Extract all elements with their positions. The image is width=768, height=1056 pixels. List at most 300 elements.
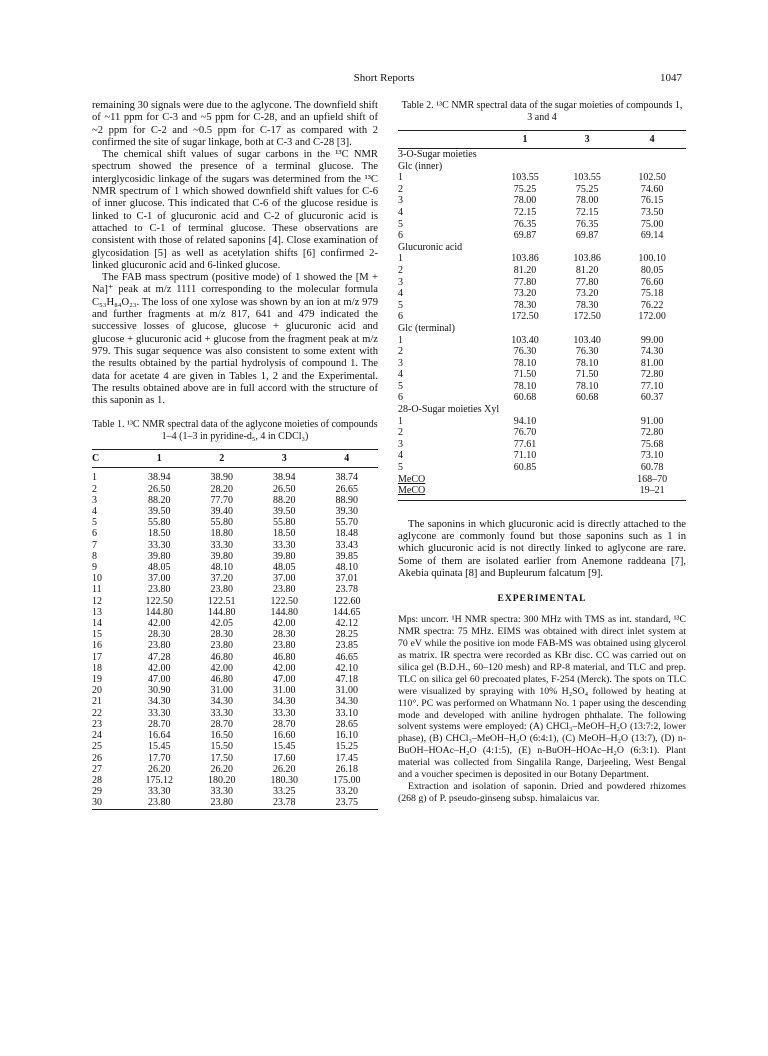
table-cell: 18.80 [210,528,233,540]
table-cell: 4 [92,506,97,518]
table-row [398,358,686,370]
table-row [398,172,686,184]
table-row [398,277,686,289]
table-row [92,573,378,584]
table-cell: 20 [92,685,102,697]
table-cell: 2 [398,346,403,358]
table-cell: 76.30 [575,346,599,358]
table-cell: 15.25 [335,741,358,753]
table-cell: 37.00 [148,573,171,585]
table-header-cell: 3 [584,134,590,145]
table-cell: 33.30 [148,786,171,798]
table-row [398,381,686,393]
table-row [92,540,378,551]
table-cell: 33.30 [210,707,233,719]
left-column [92,100,378,810]
table-cell: 17 [92,651,102,663]
table-row [92,618,378,629]
table-cell: 22 [92,707,102,719]
table-cell: 26.20 [273,763,296,775]
table-cell: 9 [92,562,97,574]
table-row [398,450,686,462]
table-cell: 29 [92,786,102,798]
table-cell: 23.80 [210,584,233,596]
table-cell: 55.70 [335,517,358,529]
table-cell: 5 [398,462,403,474]
table-cell: 19 [92,674,102,686]
section-heading: EXPERIMENTAL [497,594,587,605]
running-title: Short Reports [353,72,415,84]
table-cell: 23.80 [148,640,171,652]
table-cell: 26 [92,752,102,764]
group-subtitle-row [398,323,686,335]
table-cell: 1 [92,472,97,484]
group-subtitle-row [398,404,686,416]
table-cell: 39.50 [148,506,171,518]
table-cell: 16.10 [335,730,358,742]
table-cell: 1 [398,253,403,265]
table-cell: 78.30 [513,299,537,311]
table-cell: 55.80 [148,517,171,529]
table-cell: 13 [92,606,102,618]
paragraph: The saponins in which glucuronic acid is directly attached to the aglycone are commonly found but those saponins such as 1 in which glucuronic acid is not directly linked to aglycone are rare. Some of them are isolated earlier from Anemone raddeana [7], Akebia quinata [8] and Bupleurum falcatum [9]. [398,518,686,579]
table-cell: 28.65 [335,718,358,730]
table2 [398,130,686,501]
table-cell: 60.85 [513,462,537,474]
table-cell: 88.20 [273,494,296,506]
table-cell: 60.37 [640,392,664,404]
table-cell: 75.25 [575,183,599,195]
table-cell [556,450,618,462]
table-cell: 39.85 [335,550,358,562]
group-subtitle-row [398,161,686,173]
table-row [398,335,686,347]
table-cell: 2 [398,183,403,195]
table-cell: 33.10 [335,707,358,719]
table-cell: 55.80 [210,517,233,529]
table-cell: 26.18 [335,763,358,775]
table-cell: 78.00 [513,195,537,207]
table-cell: 78.10 [575,380,599,392]
table-row [92,584,378,595]
table-cell: 71.50 [513,369,537,381]
table-row [92,719,378,730]
table-cell: 26.50 [148,483,171,495]
table-cell: 103.55 [573,172,601,184]
table-cell: 28.30 [210,629,233,641]
table-cell: 75.18 [640,288,664,300]
table-row [398,288,686,300]
table-cell: 28.70 [210,718,233,730]
table-cell: 38.94 [148,472,171,484]
table-cell: 76.15 [640,195,664,207]
table-row [92,517,378,528]
table-cell: 78.00 [575,195,599,207]
table-cell: 23 [92,718,102,730]
table-cell: 144.65 [333,606,361,618]
table-cell: 42.10 [335,662,358,674]
table-cell: 72.80 [640,427,664,439]
table-cell: 180.20 [208,774,236,786]
table-row [92,764,378,775]
table-cell: 33.30 [148,539,171,551]
table-cell: 2 [92,483,97,495]
table-row [92,468,378,484]
table-cell: 74.60 [640,183,664,195]
table-header-cell: 4 [649,134,655,145]
table-cell: 26.20 [148,763,171,775]
table-cell: 42.12 [335,618,358,630]
table-cell: 88.90 [335,494,358,506]
table-cell: 72.80 [640,369,664,381]
table-cell: 46.80 [210,651,233,663]
table-cell: 48.10 [210,562,233,574]
table-cell: 28.70 [148,718,171,730]
table-cell: 94.10 [513,415,537,427]
table-cell: 144.80 [270,606,298,618]
table-cell: 27 [92,763,102,775]
table-cell: 122.50 [270,595,298,607]
table-cell: 60.78 [640,462,664,474]
table-row [398,439,686,451]
page-number: 1047 [660,72,682,84]
group-title: 3-O-Sugar moieties [398,149,477,160]
table-cell: 33.30 [273,707,296,719]
table-cell: 15.45 [273,741,296,753]
table-cell: 5 [398,380,403,392]
table-header-cell: 2 [219,453,225,465]
table2-body [398,149,686,501]
table-cell [556,474,618,486]
right-column [398,100,686,805]
table-cell: 99.00 [640,334,664,346]
table-cell: 144.80 [208,606,236,618]
table-cell: 23.80 [273,584,296,596]
table-cell: 103.55 [511,172,539,184]
table-cell: 28.30 [273,629,296,641]
table-row [92,663,378,674]
table-cell: 103.40 [573,334,601,346]
table-row [398,230,686,242]
table-cell: 78.10 [575,357,599,369]
table-cell: 23.80 [148,797,171,809]
table-header-cell: 1 [156,453,162,465]
table-cell: 122.50 [145,595,173,607]
table-row [398,311,686,323]
table-cell: 3 [92,494,97,506]
table-cell: 78.10 [513,380,537,392]
table-row [92,786,378,797]
table-row [92,596,378,607]
paragraph: The chemical shift values of sugar carbons in the ¹³C NMR spectrum showed the presence of a terminal glucose. The interglycosidic linkage of the sugars was determined from the ¹³C NMR spectrum of 1 which showed downfield shift values for C-6 of inner glucose. This indicated that C-6 of the glucose residue is linked to C-1 of glucuronic acid and C-2 of glucuronic acid is attached to C-1 of terminal glucose. These observations are consistent with those of related saponins [4]. Close examination of glycosidation [5] as well as acetylation shifts [6] confirmed 2-linked glucuronic acid and 6-linked glucose. [92,149,378,271]
table-header-cell: 3 [281,453,287,465]
table-cell: 33.30 [210,539,233,551]
table-row [92,741,378,752]
table-cell: 12 [92,595,102,607]
table-cell: 28.30 [148,629,171,641]
table-cell: 15.50 [210,741,233,753]
group-subtitle: Glucuronic acid [398,241,463,253]
table-cell [556,462,618,474]
table-cell: 23.78 [273,797,296,809]
table-cell: 1 [398,415,403,427]
table-row [398,416,686,428]
table-cell: 76.35 [575,218,599,230]
table-cell: 33.25 [273,786,296,798]
table-cell [556,439,618,451]
table-cell: 28.20 [210,483,233,495]
table-cell: 28 [92,774,102,786]
paragraph: remaining 30 signals were due to the aglycone. The downfield shift of ~11 ppm for C-3 and ~5 ppm for C-28, and an upfield shift of ~2 ppm for C-2 and ~0.5 ppm for C-17 as compared with 2 confirmed the site of sugar linkage, both at C-3 and C-28 [3]. [92,100,378,148]
table-cell [556,485,618,500]
table-cell: 4 [398,288,403,300]
table-cell: 47.00 [273,674,296,686]
table-cell: 24 [92,730,102,742]
table-cell: 76.22 [640,299,664,311]
table-cell: 48.05 [148,562,171,574]
table-cell: 18.50 [273,528,296,540]
table-cell: 4 [398,450,403,462]
table-row [398,265,686,277]
table1-caption: Table 1. ¹³C NMR spectral data of the aglycone moieties of compounds 1–4 (1–3 in pyridine-d₅, 4 in CDCl₃) [92,419,378,443]
table-cell [556,416,618,428]
table-cell: 175.00 [333,774,361,786]
table-cell: 172.50 [511,311,539,323]
table-cell: 3 [398,195,403,207]
table-row [92,730,378,741]
table-cell: 16.64 [148,730,171,742]
paragraph: Extraction and isolation of saponin. Dried and powdered rhizomes (268 g) of P. pseudo-ginseng subsp. himalaicus var. [398,780,686,804]
table-cell: 75.00 [640,218,664,230]
table-cell: 3 [398,276,403,288]
table-header-cell: 4 [344,453,350,465]
table-cell: 175.12 [145,774,173,786]
table-cell: 34.30 [273,696,296,708]
table-cell: 5 [398,218,403,230]
paragraph: The FAB mass spectrum (positive mode) of 1 showed the [M + Na]⁺ peak at m/z 1111 corresponding to the molecular formula C₅₃H₈₄O₂₃. The loss of one xylose was shown by an ion at m/z 979 and further fragments at m/z 817, 641 and 479 indicated the successive losses of glucose, glucose + glucuronic acid and glucose + glucuronic acid + glucose from the fragment peak at m/z 979. This sugar sequence was also consistent to some extent with the results obtained by the partial hydrolysis of compound 1. The data for acetate 4 are given in Tables 1, 2 and the Experimental. The results obtained above are in full accord with the structure of this saponin as 1. [92,272,378,407]
table-row [92,551,378,562]
table-cell: 47.18 [335,674,358,686]
table-cell: 73.20 [513,288,537,300]
table-cell: 42.05 [210,618,233,630]
table-cell: 26.65 [335,483,358,495]
table-cell: 33.30 [148,707,171,719]
table-cell: 38.94 [273,472,296,484]
table-cell: 4 [398,369,403,381]
table-cell: 31.00 [210,685,233,697]
table-cell: 17.50 [210,752,233,764]
table-cell: 72.15 [513,206,537,218]
table-cell: 91.00 [640,415,664,427]
table-cell: 16 [92,640,102,652]
table-cell: 26.50 [273,483,296,495]
table-cell: 8 [92,550,97,562]
table-row [92,629,378,640]
table-cell: 23.75 [335,797,358,809]
left-body-text [92,100,378,407]
table-cell: 81.20 [513,264,537,276]
table-cell: 3 [398,357,403,369]
table-cell: 103.86 [511,253,539,265]
table-row [398,369,686,381]
table-cell: 30.90 [148,685,171,697]
table-cell: 75.68 [640,438,664,450]
table-cell: 88.20 [148,494,171,506]
table-cell: 103.40 [511,334,539,346]
table-cell: 23.80 [148,584,171,596]
table-cell: 144.80 [145,606,173,618]
table-header-cell: C [92,453,100,465]
table-cell: 42.00 [273,618,296,630]
table-cell: 17.60 [273,752,296,764]
table-row [398,184,686,196]
table-cell: 6 [92,528,97,540]
table-cell: 81.20 [575,264,599,276]
table-cell: 46.80 [273,651,296,663]
table-row [92,607,378,618]
table-cell: 172.00 [638,311,666,323]
table-cell: 60.68 [513,392,537,404]
table-cell: 16.50 [210,730,233,742]
table-cell: 69.87 [513,230,537,242]
table-row [398,195,686,207]
table-cell: 31.00 [273,685,296,697]
table-cell: 25 [92,741,102,753]
table-cell: 42.00 [210,662,233,674]
table-header-cell: 1 [522,134,528,145]
table-cell: 74.30 [640,346,664,358]
table-cell: 77.10 [640,380,664,392]
table-cell: 15 [92,629,102,641]
table-cell: 3 [398,438,403,450]
table-cell: 39.80 [273,550,296,562]
table-cell: 77.70 [210,494,233,506]
table-row [398,485,686,500]
table-cell: MeCO [398,485,426,497]
table-row [92,797,378,809]
table-row [92,528,378,539]
table-cell: 76.35 [513,218,537,230]
table-cell: 46.80 [210,674,233,686]
table-cell: 39.50 [273,506,296,518]
table-cell: 33.20 [335,786,358,798]
table-cell [494,485,556,500]
table-cell: 6 [398,392,403,404]
table-cell: 77.61 [513,438,537,450]
group-subtitle-row [398,242,686,254]
table-cell: 55.80 [273,517,296,529]
table-cell: 37.01 [335,573,358,585]
table-header-cell [398,131,494,149]
table-cell: 2 [398,264,403,276]
table-cell: 17.70 [148,752,171,764]
table-cell: 73.20 [575,288,599,300]
table-cell: 39.80 [148,550,171,562]
table2-caption: Table 2. ¹³C NMR spectral data of the sugar moieties of compounds 1, 3 and 4 [401,100,683,123]
table-cell: 103.86 [573,253,601,265]
table-cell: 1 [398,172,403,184]
table-cell: 37.20 [210,573,233,585]
group-subtitle: 28-O-Sugar moieties Xyl [398,404,500,416]
table-row [92,674,378,685]
table-cell: 33.30 [210,786,233,798]
table-cell: 18.48 [335,528,358,540]
table-row [92,696,378,707]
table-cell: 5 [398,299,403,311]
table-cell: 48.05 [273,562,296,574]
table-row [92,753,378,764]
table-cell: 33.30 [273,539,296,551]
table-cell: 18.50 [148,528,171,540]
table-cell: 42.00 [148,618,171,630]
table-row [92,562,378,573]
table-cell: 42.00 [273,662,296,674]
table-cell: 172.50 [573,311,601,323]
table-cell: 31.00 [335,685,358,697]
table-cell: 4 [398,206,403,218]
table-cell: 5 [92,517,97,529]
table-cell: 47.00 [148,674,171,686]
table-cell: 26.20 [210,763,233,775]
table-cell [494,474,556,486]
table-cell: 7 [92,539,97,551]
paragraph: Mps: uncorr. ¹H NMR spectra: 300 MHz with TMS as int. standard, ¹³C NMR spectra: 75 MHz. EIMS was obtained with direct inlet system at 70 eV while the positive ion mode FAB-MS was obtained using glycerol as matrix. IR spectra were recorded as KBr disc. CC was carried out on silica gel (B.D.H., 60–120 mesh) and RP-8 material, and TLC and prep. TLC on silica gel 60 precoated plates, F-254 (Merck). The spots on TLC were visualized by spraying with 10% H₂SO₄ followed by heating at 110°. PC was performed on Whatmann No. 1 paper using the descending mode and developed with aniline hydrogen phthalate. The following solvent systems were employed: (A) CHCl₃–MeOH–H₂O (13:7:2, lower phase), (B) CHCl₃–MeOH–H₂O (6:4:1), (C) MeOH–H₂O (13:7), (D) n-BuOH–HOAc–H₂O (4:1:5), (E) n-BuOH–HOAc–H₂O (6:3:1). Plant material was collected from Singalila Range, Darjeeling, West Bengal and a voucher specimen is deposited in our Botany Department. [398,614,686,781]
table-cell: 76.70 [513,427,537,439]
table-cell: 6 [398,311,403,323]
table-row [398,253,686,265]
table-cell: 78.30 [575,299,599,311]
table-cell: 102.50 [638,172,666,184]
table-cell: 122.60 [333,595,361,607]
group-title-row [398,149,686,161]
table-cell: 100.10 [638,253,666,265]
table-cell: 71.10 [513,450,537,462]
table-cell: 72.15 [575,206,599,218]
table-cell: 48.10 [335,562,358,574]
table-row [398,392,686,404]
table-cell: 73.10 [640,450,664,462]
table-row [398,462,686,474]
table-cell: 17.45 [335,752,358,764]
experimental-text [398,614,686,805]
table-row [92,640,378,651]
group-subtitle: Glc (inner) [398,160,443,172]
table1 [92,449,378,809]
table-cell: 69.14 [640,230,664,242]
table-row [92,506,378,517]
table-row [92,484,378,495]
table-cell: 37.00 [273,573,296,585]
table-cell: 23.80 [273,640,296,652]
table-cell: 180.30 [270,774,298,786]
table-cell: 38.90 [210,472,233,484]
table-cell: 76.30 [513,346,537,358]
table-cell: 15.45 [148,741,171,753]
table-row [398,300,686,312]
table-cell: 14 [92,618,102,630]
table-cell: 34.30 [335,696,358,708]
table-row [92,652,378,663]
table-cell: 34.30 [148,696,171,708]
table-row [398,427,686,439]
table-cell: 11 [92,584,102,596]
table-cell: 23.78 [335,584,358,596]
table1-body [92,468,378,809]
table-cell: 47.28 [148,651,171,663]
table-cell: 30 [92,797,102,809]
table-row [92,775,378,786]
table-cell: 75.25 [513,183,537,195]
